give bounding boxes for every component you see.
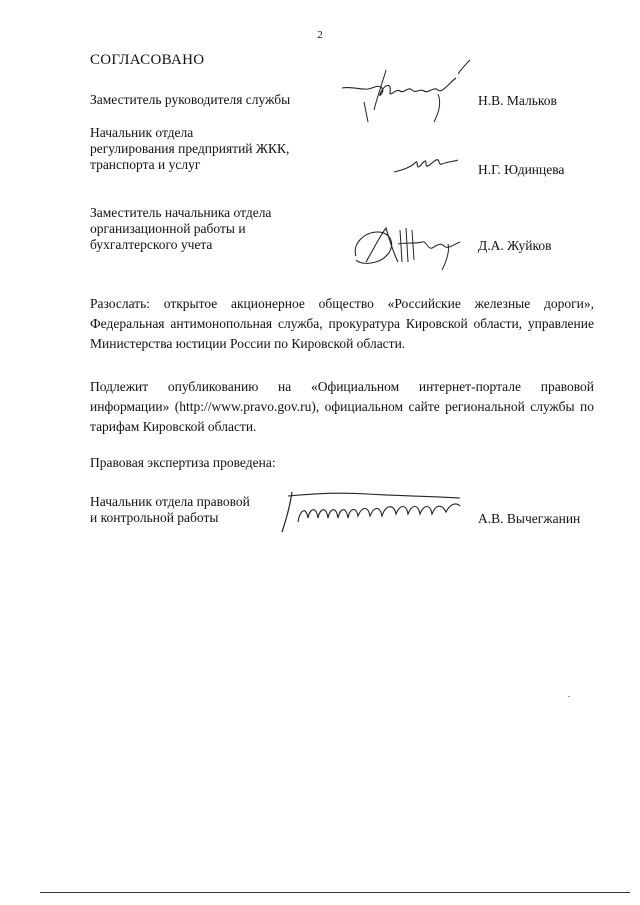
legal-review-name: А.В. Вычегжанин (478, 511, 581, 526)
approver-role-2 (90, 125, 289, 173)
signature-malkov (338, 58, 478, 124)
distribution-paragraph: Разослать: открытое акционерное общество «Российские железные дороги», Федеральная антимонопольная служба, прокуратура Кировской области, управление Министерства юстиции России по Кировской области. (90, 296, 594, 351)
role-line: транспорта и услуг (90, 157, 201, 172)
approver-name-2: Н.Г. Юдинцева (478, 162, 565, 177)
role-line: Заместитель руководителя службы (90, 92, 291, 107)
signature-yudintseva (392, 148, 462, 178)
legal-review-role (90, 494, 250, 526)
role-line: организационной работы и (90, 221, 246, 236)
scan-speck (568, 696, 570, 697)
role-line: регулирования предприятий ЖКК, (90, 141, 290, 156)
signature-zhuykov (350, 222, 472, 272)
role-line: бухгалтерского учета (90, 237, 213, 252)
signature-vychegzhanin (278, 486, 464, 536)
approver-role-1 (90, 92, 290, 108)
approver-name-1: Н.В. Мальков (478, 93, 557, 108)
approver-name-3: Д.А. Жуйков (478, 238, 552, 253)
role-line: Начальник отдела правовой (90, 494, 250, 509)
bottom-rule (40, 892, 630, 893)
approval-heading: СОГЛАСОВАНО (90, 52, 205, 68)
publication-paragraph: Подлежит опубликованию на «Официальном интернет-портале правовой информации» (http://www.pravo.gov.ru), официальном сайте региональной службы по тарифам Кировской области. (90, 379, 594, 434)
approver-role-3 (90, 205, 271, 253)
page-number: 2 (317, 29, 323, 41)
role-line: Начальник отдела (90, 125, 194, 140)
legal-review-title: Правовая экспертиза проведена: (90, 455, 276, 470)
role-line: и контрольной работы (90, 510, 219, 525)
role-line: Заместитель начальника отдела (90, 205, 272, 220)
